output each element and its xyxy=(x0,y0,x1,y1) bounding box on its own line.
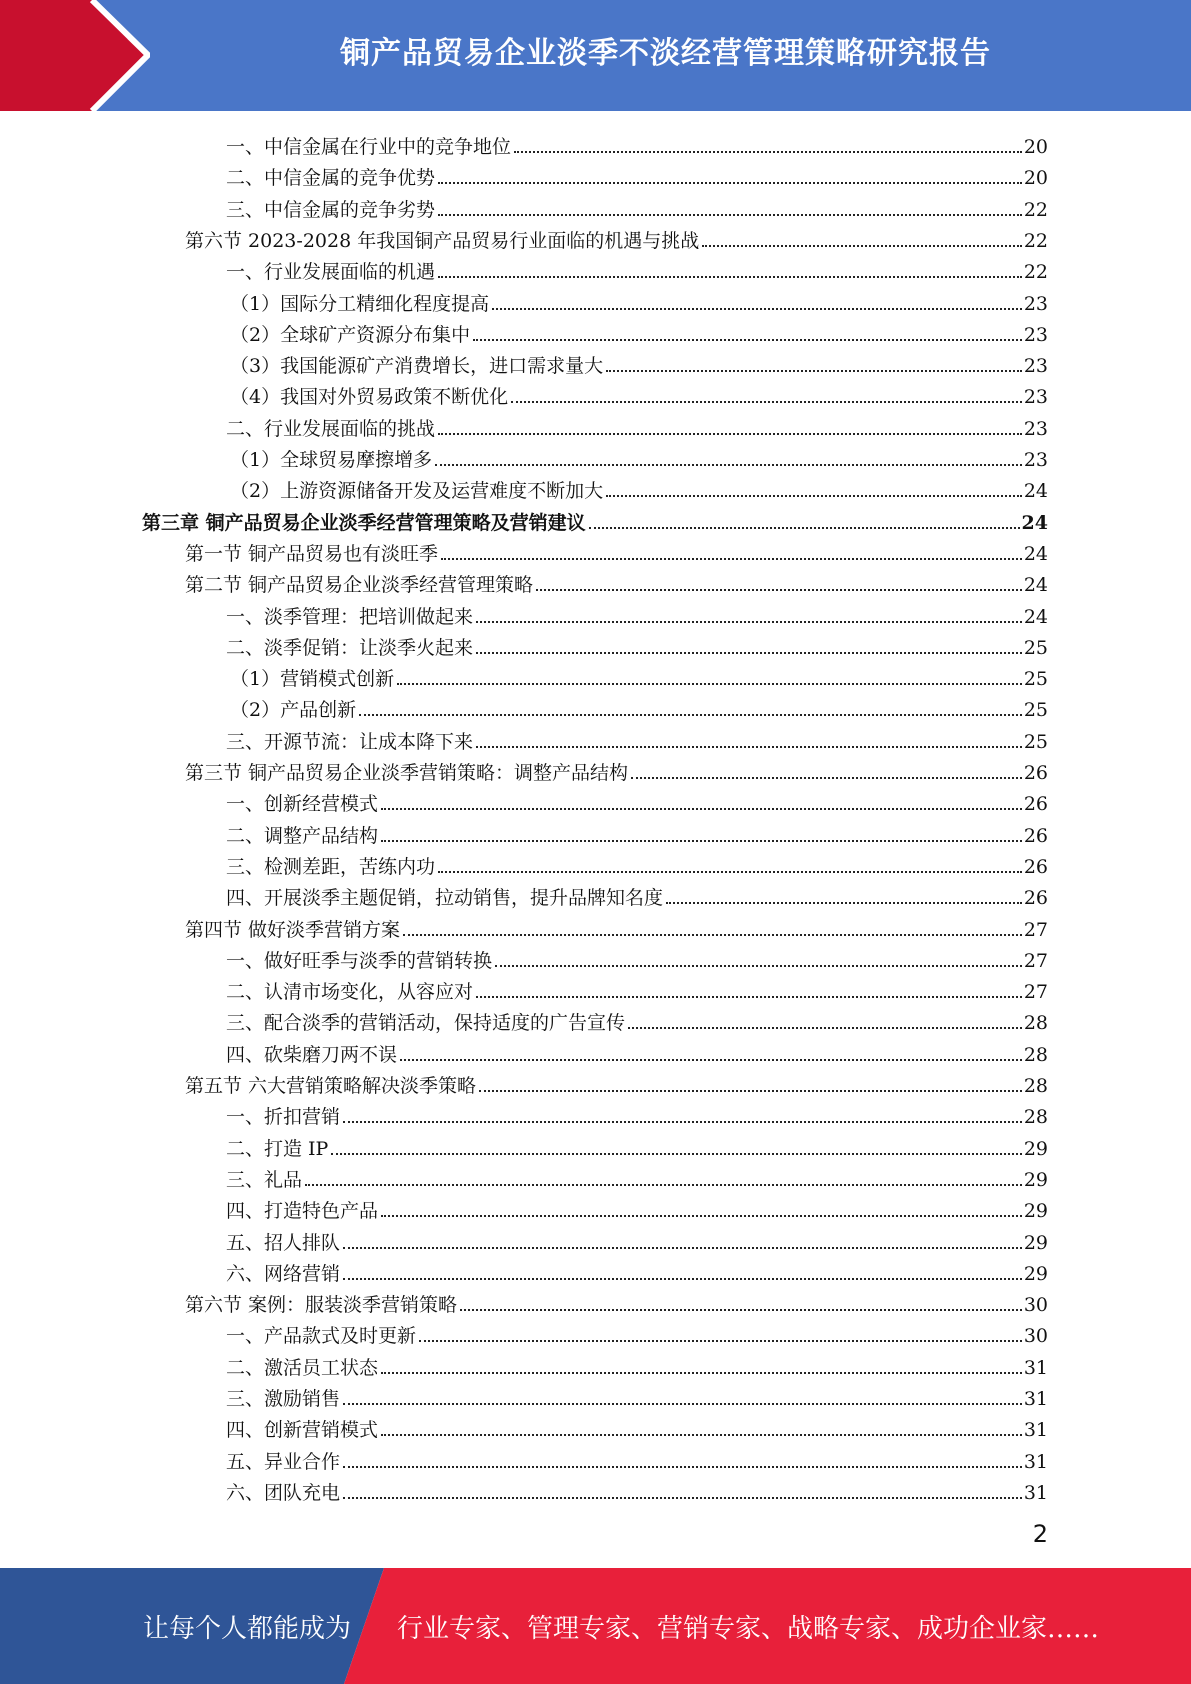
toc-entry-label: 一、创新经营模式 xyxy=(226,793,379,816)
toc-dot-leader xyxy=(492,308,1022,310)
toc-entry[interactable] xyxy=(226,816,1048,847)
toc-dot-leader xyxy=(403,934,1022,936)
toc-dot-leader xyxy=(438,433,1022,435)
toc-entry-label: （2）全球矿产资源分布集中 xyxy=(230,323,471,346)
toc-dot-leader xyxy=(476,621,1022,623)
toc-entry-page: 29 xyxy=(1023,1137,1048,1160)
toc-entry-page: 31 xyxy=(1023,1419,1048,1442)
toc-dot-leader xyxy=(381,1434,1022,1436)
toc-entry-page: 26 xyxy=(1023,824,1048,847)
toc-dot-leader xyxy=(343,1121,1022,1123)
toc-entry-label: 二、认清市场变化，从容应对 xyxy=(226,981,474,1004)
toc-entry-label: 第一节 铜产品贸易也有淡旺季 xyxy=(185,542,439,565)
toc-entry-page: 30 xyxy=(1023,1325,1048,1348)
toc-entry-page: 28 xyxy=(1023,1012,1048,1035)
toc-entry-label: （4）我国对外贸易政策不断优化 xyxy=(230,386,509,409)
toc-entry[interactable] xyxy=(226,158,1048,189)
toc-entry-label: （1）国际分工精细化程度提高 xyxy=(230,292,490,315)
toc-dot-leader xyxy=(305,1184,1022,1186)
toc-entry[interactable] xyxy=(230,284,1048,315)
toc-entry-label: 五、招人排队 xyxy=(226,1231,341,1254)
toc-entry-page: 27 xyxy=(1023,918,1048,941)
toc-entry[interactable] xyxy=(226,847,1048,878)
toc-dot-leader xyxy=(438,276,1022,278)
toc-entry-label: 六、团队充电 xyxy=(226,1481,341,1504)
toc-entry-label: 一、折扣营销 xyxy=(226,1106,341,1129)
toc-entry[interactable] xyxy=(230,377,1048,408)
toc-entry-label: 三、中信金属的竞争劣势 xyxy=(226,198,436,221)
toc-entry[interactable] xyxy=(230,315,1048,346)
toc-entry[interactable] xyxy=(226,597,1048,628)
toc-entry[interactable] xyxy=(230,471,1048,502)
toc-dot-leader xyxy=(438,871,1022,873)
toc-entry-page: 28 xyxy=(1023,1043,1048,1066)
toc-dot-leader xyxy=(511,401,1022,403)
toc-entry[interactable] xyxy=(226,628,1048,659)
toc-entry[interactable] xyxy=(226,784,1048,815)
toc-dot-leader xyxy=(419,1340,1022,1342)
toc-entry-label: （1）营销模式创新 xyxy=(230,668,395,691)
toc-entry[interactable] xyxy=(226,127,1048,158)
toc-entry[interactable] xyxy=(185,565,1048,596)
toc-entry-label: 五、异业合作 xyxy=(226,1450,341,1473)
toc-entry[interactable] xyxy=(185,221,1048,252)
toc-entry-page: 24 xyxy=(1023,480,1048,503)
toc-dot-leader xyxy=(343,1466,1022,1468)
toc-entry-label: 三、开源节流：让成本降下来 xyxy=(226,730,474,753)
toc-dot-leader xyxy=(495,965,1022,967)
toc-entry-label: 四、创新营销模式 xyxy=(226,1419,379,1442)
toc-entry-label: （1）全球贸易摩擦增多 xyxy=(230,449,433,471)
toc-entry-label: 三、礼品 xyxy=(226,1168,303,1191)
toc-entry[interactable] xyxy=(226,190,1048,221)
toc-entry-page: 31 xyxy=(1023,1481,1048,1504)
toc-dot-leader xyxy=(441,558,1022,560)
toc-entry-page: 20 xyxy=(1023,136,1048,158)
toc-dot-leader xyxy=(631,777,1022,779)
toc-entry[interactable] xyxy=(226,252,1048,283)
toc-entry-page: 23 xyxy=(1023,417,1048,440)
toc-entry[interactable] xyxy=(185,753,1048,784)
toc-entry[interactable] xyxy=(226,1379,1048,1410)
toc-entry-page: 28 xyxy=(1023,1106,1048,1129)
toc-entry[interactable] xyxy=(226,1473,1048,1504)
toc-entry-page: 24 xyxy=(1023,605,1048,628)
toc-dot-leader xyxy=(476,652,1022,654)
toc-entry[interactable] xyxy=(226,1410,1048,1441)
toc-entry-page: 28 xyxy=(1023,1075,1048,1097)
toc-entry-page: 31 xyxy=(1023,1356,1048,1379)
toc-dot-leader xyxy=(606,370,1022,372)
toc-entry-page: 23 xyxy=(1023,292,1048,315)
toc-entry[interactable] xyxy=(226,1316,1048,1347)
page-number: 2 xyxy=(1032,1520,1048,1548)
toc-entry-label: 四、砍柴磨刀两不误 xyxy=(226,1043,398,1066)
toc-entry[interactable] xyxy=(226,941,1048,972)
toc-entry-page: 23 xyxy=(1023,449,1048,471)
toc-entry-page: 23 xyxy=(1023,386,1048,409)
toc-entry-label: 第六节 案例：服装淡季营销策略 xyxy=(185,1294,458,1317)
toc-dot-leader xyxy=(331,1153,1021,1155)
toc-dot-leader xyxy=(381,1215,1022,1217)
toc-entry[interactable] xyxy=(230,440,1048,471)
toc-entry-label: 三、激励销售 xyxy=(226,1388,341,1410)
toc-entry-label: 第四节 做好淡季营销方案 xyxy=(185,918,401,941)
toc-entry-page: 31 xyxy=(1023,1388,1048,1410)
toc-dot-leader xyxy=(343,1403,1022,1405)
toc-dot-leader xyxy=(473,339,1022,341)
toc-entry-page: 22 xyxy=(1023,229,1048,252)
toc-entry[interactable] xyxy=(185,1066,1048,1097)
toc-entry-page: 29 xyxy=(1023,1231,1048,1254)
toc-entry-label: 一、做好旺季与淡季的营销转换 xyxy=(226,949,493,972)
toc-entry-label: 四、开展淡季主题促销，拉动销售，提升品牌知名度 xyxy=(226,887,664,910)
toc-entry[interactable] xyxy=(230,346,1048,377)
toc-entry-label: 第六节 2023-2028 年我国铜产品贸易行业面临的机遇与挑战 xyxy=(185,229,700,252)
toc-entry-label: 二、行业发展面临的挑战 xyxy=(226,417,436,440)
toc-entry-label: 第五节 六大营销策略解决淡季策略 xyxy=(185,1075,477,1097)
toc-dot-leader xyxy=(400,1059,1022,1061)
toc-entry[interactable] xyxy=(226,878,1048,909)
toc-entry[interactable] xyxy=(226,1223,1048,1254)
toc-entry-page: 23 xyxy=(1023,355,1048,378)
toc-entry[interactable] xyxy=(226,1348,1048,1379)
header-arrow-decoration xyxy=(0,0,150,111)
report-title: 铜产品贸易企业淡季不淡经营管理策略研究报告 xyxy=(340,36,991,71)
toc-entry-page: 25 xyxy=(1023,636,1048,659)
toc-entry[interactable] xyxy=(226,409,1048,440)
toc-entry[interactable] xyxy=(142,503,1048,534)
toc-entry[interactable] xyxy=(226,1254,1048,1285)
toc-entry[interactable] xyxy=(226,722,1048,753)
toc-entry-page: 30 xyxy=(1023,1294,1048,1317)
toc-entry-label: 三、配合淡季的营销活动，保持适度的广告宣传 xyxy=(226,1012,626,1035)
toc-entry[interactable] xyxy=(226,1442,1048,1473)
toc-dot-leader xyxy=(479,1090,1022,1092)
toc-entry-page: 25 xyxy=(1023,668,1048,691)
toc-entry[interactable] xyxy=(185,534,1048,565)
footer-slogan-left: 让每个人都能成为 xyxy=(143,1613,352,1644)
toc-entry[interactable] xyxy=(226,1191,1048,1222)
toc-dot-leader xyxy=(381,1372,1022,1374)
toc-entry-page: 24 xyxy=(1021,511,1048,534)
toc-entry-label: （3）我国能源矿产消费增长，进口需求量大 xyxy=(230,355,604,378)
toc-entry-label: 第二节 铜产品贸易企业淡季经营管理策略 xyxy=(185,574,534,597)
toc-dot-leader xyxy=(359,714,1022,716)
toc-dot-leader xyxy=(666,902,1022,904)
toc-dot-leader xyxy=(343,1497,1022,1499)
toc-entry-label: 三、检测差距，苦练内功 xyxy=(226,855,436,878)
toc-entry-label: 二、调整产品结构 xyxy=(226,824,379,847)
toc-entry-label: 四、打造特色产品 xyxy=(226,1200,379,1223)
toc-dot-leader xyxy=(343,1247,1022,1249)
toc-dot-leader xyxy=(438,182,1022,184)
toc-dot-leader xyxy=(381,840,1022,842)
toc-dot-leader xyxy=(435,464,1022,466)
toc-entry[interactable] xyxy=(226,1160,1048,1191)
toc-entry-page: 31 xyxy=(1023,1450,1048,1473)
toc-entry[interactable] xyxy=(230,690,1048,721)
page-header xyxy=(0,0,1191,111)
toc-entry-page: 26 xyxy=(1023,855,1048,878)
toc-entry-page: 27 xyxy=(1023,981,1048,1004)
toc-entry-page: 23 xyxy=(1023,323,1048,346)
toc-entry[interactable] xyxy=(226,1129,1048,1160)
toc-dot-leader xyxy=(606,495,1022,497)
toc-entry[interactable] xyxy=(230,659,1048,690)
toc-dot-leader xyxy=(460,1309,1022,1311)
toc-entry-label: 二、打造 IP xyxy=(226,1137,329,1160)
toc-entry-label: （2）上游资源储备开发及运营难度不断加大 xyxy=(230,480,604,503)
toc-dot-leader xyxy=(536,589,1022,591)
toc-entry-label: 二、中信金属的竞争优势 xyxy=(226,167,436,190)
toc-entry-page: 24 xyxy=(1023,574,1048,597)
toc-dot-leader xyxy=(628,1027,1022,1029)
toc-entry-page: 26 xyxy=(1023,887,1048,910)
toc-entry-label: 二、淡季促销：让淡季火起来 xyxy=(226,636,474,659)
toc-entry[interactable] xyxy=(226,1003,1048,1034)
toc-entry-label: 第三节 铜产品贸易企业淡季营销策略：调整产品结构 xyxy=(185,762,629,784)
toc-entry[interactable] xyxy=(226,972,1048,1003)
toc-entry-page: 25 xyxy=(1023,699,1048,722)
toc-entry-label: 一、产品款式及时更新 xyxy=(226,1325,417,1348)
toc-entry[interactable] xyxy=(185,910,1048,941)
toc-entry-page: 29 xyxy=(1023,1262,1048,1285)
toc-entry[interactable] xyxy=(226,1097,1048,1128)
footer-slogan-right: 行业专家、管理专家、营销专家、战略专家、成功企业家…… xyxy=(397,1613,1100,1644)
toc-entry[interactable] xyxy=(226,1035,1048,1066)
toc-dot-leader xyxy=(514,151,1022,153)
toc-dot-leader xyxy=(397,683,1022,685)
toc-entry-label: 一、淡季管理：把培训做起来 xyxy=(226,605,474,628)
toc-entry-label: 一、中信金属在行业中的竞争地位 xyxy=(226,136,512,158)
toc-entry-label: 六、网络营销 xyxy=(226,1262,341,1285)
toc-dot-leader xyxy=(589,527,1020,529)
toc-entry-page: 24 xyxy=(1023,542,1048,565)
page-footer xyxy=(0,1568,1191,1684)
toc-dot-leader xyxy=(343,1278,1022,1280)
toc-entry-page: 22 xyxy=(1023,198,1048,221)
toc-dot-leader xyxy=(702,245,1022,247)
toc-entry[interactable] xyxy=(185,1285,1048,1316)
toc-entry-page: 29 xyxy=(1023,1168,1048,1191)
toc-entry-label: 一、行业发展面临的机遇 xyxy=(226,261,436,284)
toc-entry-label: 二、激活员工状态 xyxy=(226,1356,379,1379)
toc-entry-label: （2）产品创新 xyxy=(230,699,357,722)
toc-dot-leader xyxy=(381,808,1022,810)
toc-entry-label: 第三章 铜产品贸易企业淡季经营管理策略及营销建议 xyxy=(142,511,586,534)
toc-dot-leader xyxy=(476,996,1022,998)
toc-entry-page: 20 xyxy=(1023,167,1048,190)
toc-entry-page: 26 xyxy=(1023,762,1048,784)
toc-dot-leader xyxy=(438,214,1022,216)
toc-entry-page: 25 xyxy=(1023,730,1048,753)
toc-entry-page: 22 xyxy=(1023,261,1048,284)
toc-entry-page: 27 xyxy=(1023,949,1048,972)
toc-entry-page: 26 xyxy=(1023,793,1048,816)
toc-dot-leader xyxy=(476,746,1022,748)
toc-entry-page: 29 xyxy=(1023,1200,1048,1223)
